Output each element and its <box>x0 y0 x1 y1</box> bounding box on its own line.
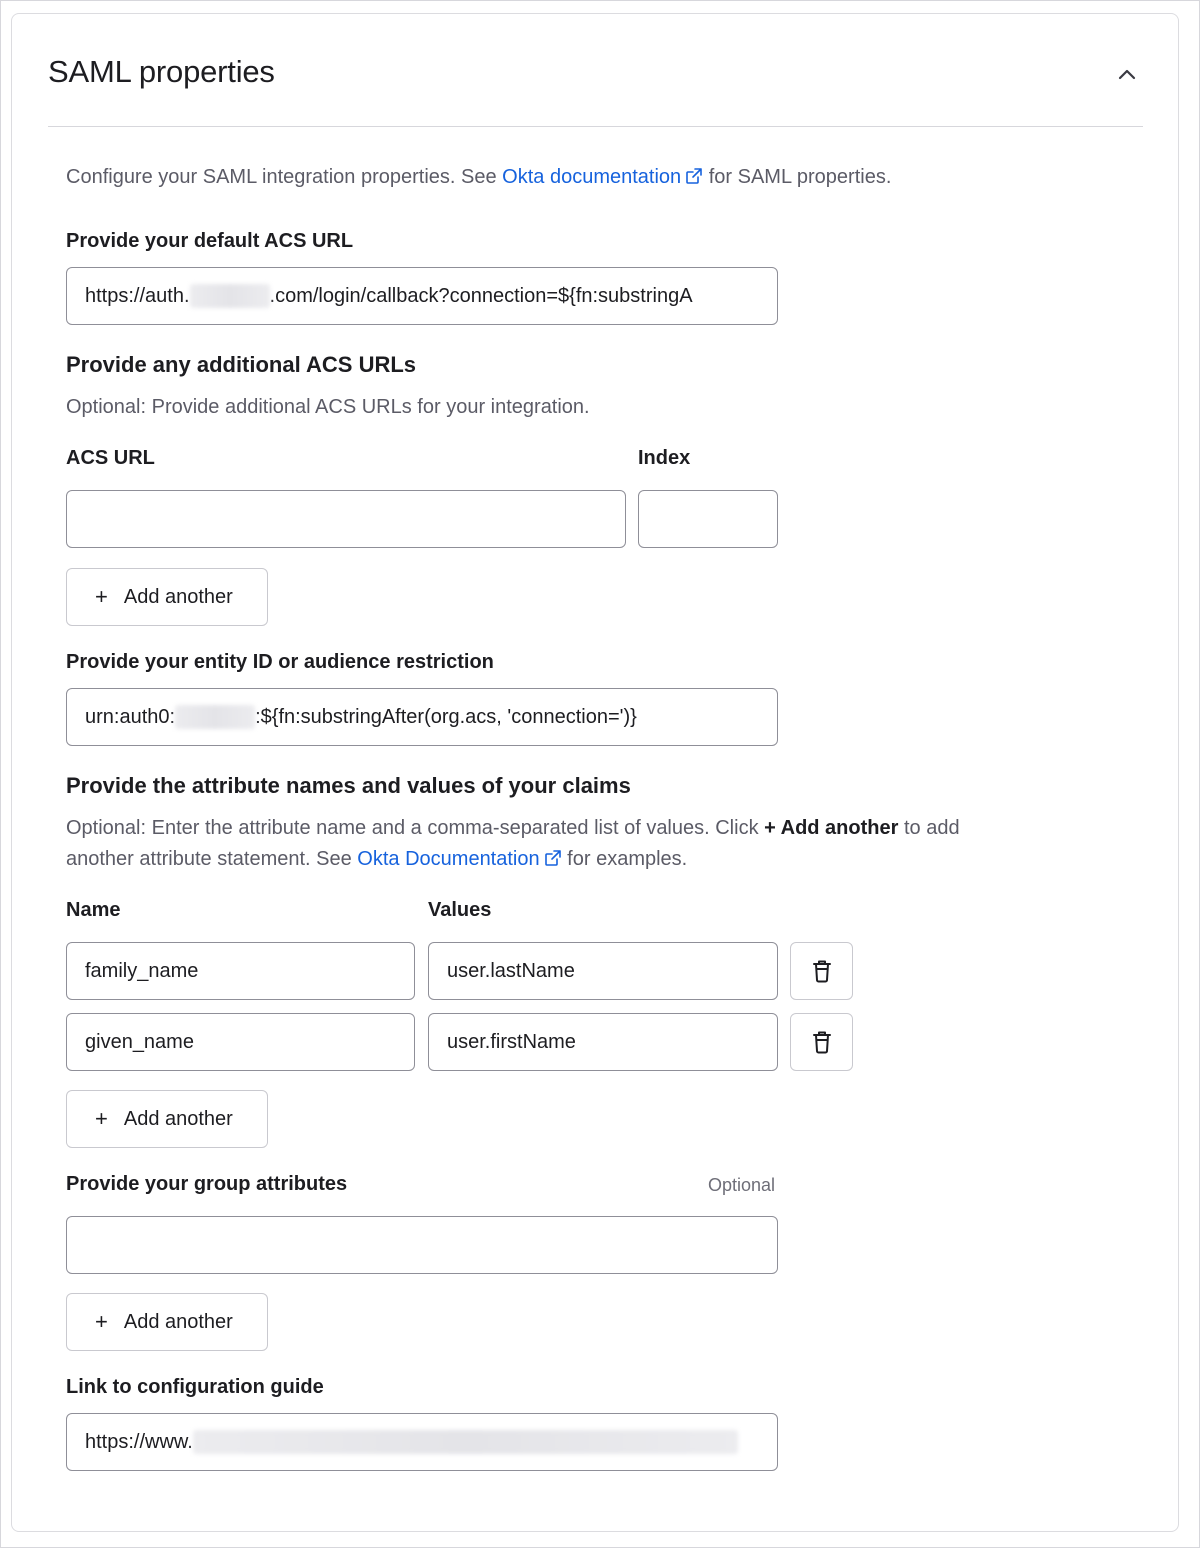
header-divider <box>48 126 1143 127</box>
acs-url-input[interactable] <box>66 490 626 548</box>
additional-acs-heading: Provide any additional ACS URLs <box>66 352 417 377</box>
trash-icon <box>810 958 834 984</box>
config-guide-input[interactable]: https://www. <box>66 1413 778 1471</box>
chevron-up-icon[interactable] <box>1114 62 1140 88</box>
index-label: Index <box>638 447 691 469</box>
claim-value-input[interactable]: user.firstName <box>428 1013 778 1071</box>
group-attributes-input[interactable] <box>66 1216 778 1274</box>
claim-name-label: Name <box>66 899 121 921</box>
default-acs-label: Provide your default ACS URL <box>66 230 354 252</box>
add-group-attribute-button[interactable]: + Add another <box>66 1293 268 1351</box>
delete-claim-button[interactable] <box>790 942 853 1000</box>
entity-id-label: Provide your entity ID or audience restriction <box>66 651 494 673</box>
claim-name-input[interactable]: given_name <box>66 1013 415 1071</box>
okta-documentation-link[interactable]: Okta documentation <box>502 166 703 188</box>
optional-badge: Optional <box>708 1175 776 1195</box>
external-link-icon <box>544 849 562 867</box>
intro-prefix: Configure your SAML integration properties. See <box>66 166 503 188</box>
claims-description-line2: another attribute statement. See Okta Documentation for examples. <box>66 848 688 870</box>
default-acs-url-input[interactable]: https://auth. .com/login/callback?connection=${fn:substringA <box>66 267 778 325</box>
redacted-text <box>175 705 255 729</box>
claim-values-label: Values <box>428 899 492 921</box>
claim-name-input[interactable]: family_name <box>66 942 415 1000</box>
redacted-text <box>190 284 270 308</box>
claims-heading: Provide the attribute names and values of your claims <box>66 773 631 798</box>
panel-title: SAML properties <box>48 54 275 89</box>
delete-claim-button[interactable] <box>790 1013 853 1071</box>
claims-description-line1: Optional: Enter the attribute name and a comma-separated list of values. Click + Add another to add <box>66 817 960 839</box>
acs-url-label: ACS URL <box>66 447 155 469</box>
trash-icon <box>810 1029 834 1055</box>
okta-documentation-examples-link[interactable]: Okta Documentation <box>357 848 561 870</box>
entity-id-input[interactable]: urn:auth0: :${fn:substringAfter(org.acs, 'connection=')} <box>66 688 778 746</box>
claim-value-input[interactable]: user.lastName <box>428 942 778 1000</box>
plus-icon: + <box>95 584 108 609</box>
redacted-text <box>193 1430 738 1454</box>
config-guide-label: Link to configuration guide <box>66 1376 324 1398</box>
external-link-icon <box>685 167 703 185</box>
plus-icon: + <box>95 1106 108 1131</box>
index-input[interactable] <box>638 490 778 548</box>
add-acs-url-button[interactable]: + Add another <box>66 568 268 626</box>
intro-suffix: for SAML properties. <box>703 166 892 188</box>
add-claim-button[interactable]: + Add another <box>66 1090 268 1148</box>
additional-acs-description: Optional: Provide additional ACS URLs for your integration. <box>66 396 590 418</box>
group-attributes-label: Provide your group attributes <box>66 1173 348 1195</box>
plus-icon: + <box>95 1309 108 1334</box>
intro-description <box>66 166 891 189</box>
